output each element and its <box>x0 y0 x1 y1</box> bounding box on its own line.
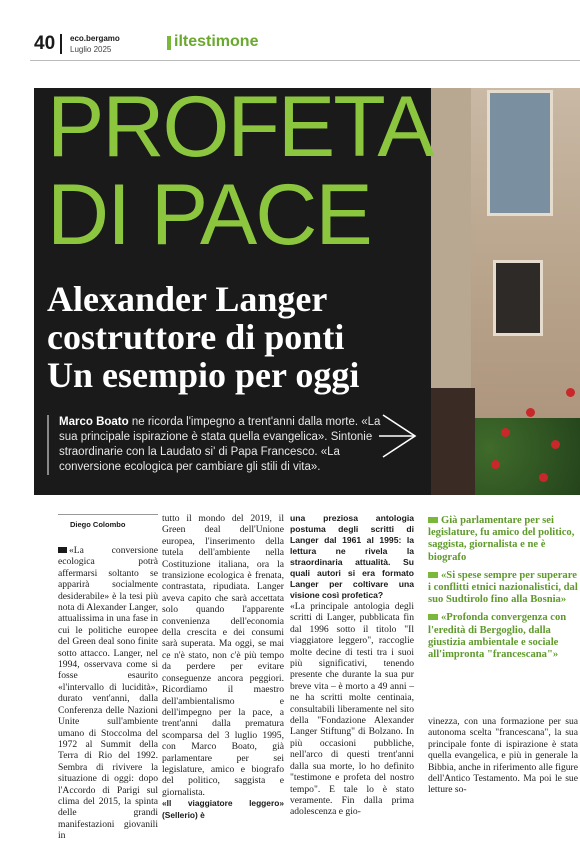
column-text: tutto il mondo del 2019, il Green deal dell'Unione europea, l'inserimento della tutela dell'ambiente nella Costituzione italiana, ora la transizione ecologica è frenata, contrastata, ripudiata. Langer aveva capito che sarà accettata solo quando l'apparente convenienza dell'economia della crescita e dei consumi sarà superata. Ma oggi, se mai ce n'è stato, non c'è più tempo da perdere per evitare conseguenze ancora peggiori. Ricordiamo il maestro dell'ambientalismo e dell'impegno per la pace, a trent'anni dalla prematura scomparsa del 3 luglio 1995, con Marco Boato, già parlamentare per sei legislature, amico e biografo del politico, saggista e giornalista. <box>162 513 284 798</box>
brand-name: eco.bergamo <box>70 34 120 43</box>
headline-line-1: PROFETA <box>47 88 433 175</box>
column-text: «La conversione ecologica potrà affermarsi soltanto se apparirà socialmente desiderabile» è la tesi più nota di Alexander Langer, attualissima in una fase in cui le politiche europee del Green deal sono finite sotto attacco. Langer, nel 1994, osservava come si fosse esaurito «l'intervallo di lucidità», durato vent'anni, dalla Conferenza delle Nazioni Unite sull'ambiente umano di Stoccolma del 1972 al Summit della Terra di Rio del 1992. Sembra di rivivere la situazione di oggi: dopo l'Accordo di Parigi sul clima del 2015, la spinta delle grandi manifestazioni giovanili in <box>58 545 158 842</box>
issue-date: Luglio 2025 <box>70 45 112 54</box>
pullquote-marker-icon <box>428 572 438 578</box>
subtitle-line: Alexander Langer <box>47 279 328 319</box>
byline: Diego Colombo <box>70 520 126 529</box>
column-text: vinezza, con una formazione per sua autonoma scelta "francescana", la sua principale fonte di ispirazione è stata quella evangelica, e più in generale la Bibbia, anche in riferimento alle figure dell'Antico Testamento. Ma poi le sue letture so- <box>428 716 578 796</box>
photo-person <box>431 388 475 495</box>
article-column-4 <box>428 716 578 796</box>
header-rule <box>30 60 580 61</box>
section-title: iltestimone <box>174 33 259 50</box>
article-column-1 <box>58 545 158 842</box>
article-column-2 <box>162 513 284 821</box>
lead-author: Marco Boato <box>59 416 129 428</box>
headline-line-2: DI PACE <box>47 167 371 263</box>
header-divider <box>60 34 62 54</box>
book-caption: «Il viaggiatore leggero» (Sellerio) è <box>162 798 284 820</box>
pullquote: «Profonda convergenza con l'eredità di Bergoglio, dalla giustizia ambientale e sociale all'impronta "francescana"» <box>428 612 567 661</box>
photo-window-lower <box>493 260 543 336</box>
lead-paragraph <box>47 415 399 475</box>
page-number: 40 <box>34 33 56 54</box>
page-header <box>0 0 580 64</box>
photo-window <box>487 90 553 216</box>
subtitle-line: Un esempio per oggi <box>47 355 360 395</box>
hero-photo <box>431 88 580 495</box>
section-marker <box>167 36 171 50</box>
byline-rule <box>58 514 158 515</box>
hero-banner <box>34 88 580 495</box>
pullquote: «Si spese sempre per superare i conflitti etnici nazionalistici, dal suo Sudtirolo fino alla Bosnia» <box>428 569 578 606</box>
subtitle-line: costruttore di ponti <box>47 317 345 357</box>
lead-text: ne ricorda l'impegno a trent'anni dalla morte. «La sua principale ispirazione è stata quella evangelica». Sintonie straordinarie con la Laudato si' di Papa Francesco. «La conversione ecologica per cambiare gli stili di vita». <box>59 416 381 473</box>
pullquote-sidebar <box>428 515 578 667</box>
pullquote: Già parlamentare per sei legislature, fu amico del politico, saggista, giornalista e ne è biografo <box>428 515 575 563</box>
pullquote-marker-icon <box>428 517 438 523</box>
subtitle <box>47 280 427 394</box>
paragraph-marker-icon <box>58 547 67 553</box>
arrow-right-icon <box>379 411 419 461</box>
article-column-3 <box>290 513 414 818</box>
interview-answer: «La principale antologia degli scritti di Langer, pubblicata fin dal 1996 sotto il titolo "Il viaggiatore leggero", raccoglie molte decine di testi tra i suoi più significativi, tenendo presente che durante la sua pur breve vita – è morto a 49 anni – ne ha scritti molte centinaia, consultabili liberamente nel sito della "Fondazione Alexander Langer Stiftung" di Bolzano. In più occasioni pubbliche, nell'arco di questi trent'anni dalla sua morte, lo ho definito "testimone e profeta del nostro tempo". E tale lo è stato veramente. Fin dalla prima adolescenza e gio- <box>290 601 414 818</box>
pullquote-marker-icon <box>428 614 438 620</box>
interview-question: una preziosa antologia postuma degli scritti di Langer dal 1961 al 1995: la lettura ne rivela la straordinaria attualità. Su quali autori si era formato Langer per coltivare una visione così profetica? <box>290 513 414 600</box>
